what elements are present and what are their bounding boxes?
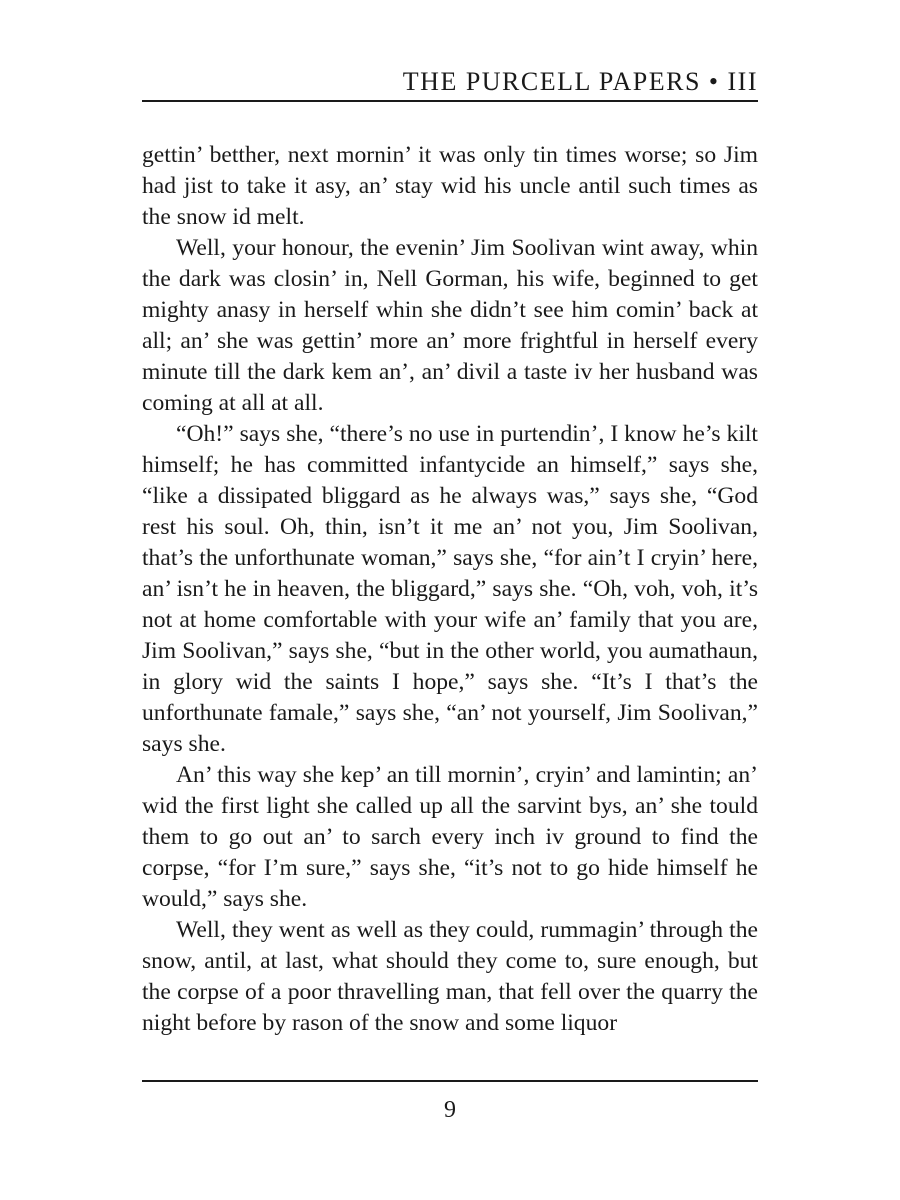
header-title: THE PURCELL PAPERS • III	[402, 67, 758, 96]
paragraph-4: An’ this way she kep’ an till mornin’, cryin’ and lamintin; an’ wid the first light she called up all the sarvint bys, an’ she tould them to go out an’ to sarch every inch iv ground to find the corpse, “for I’m sure,” says she, “it’s not to go hide himself he would,” says she.	[142, 762, 758, 912]
footer-rule	[142, 1080, 758, 1082]
paragraph-5: Well, they went as well as they could, rummagin’ through the snow, antil, at last, what should they come to, sure enough, but the corpse of a poor thravelling man, that fell over the quarry the night before by rason of the snow and some liquor	[142, 917, 758, 1036]
paragraph-2: Well, your honour, the evenin’ Jim Soolivan wint away, whin the dark was closin’ in, Nell Gorman, his wife, beginned to get mighty anasy in herself whin she didn’t see him comin’ back at all; an’ she was gettin’ more an’ more frightful in herself every minute till the dark kem an’, an’ divil a taste iv her husband was coming at all at all.	[142, 235, 758, 416]
page-number: 9	[444, 1097, 456, 1123]
paragraph-3: “Oh!” says she, “there’s no use in purtendin’, I know he’s kilt himself; he has committed infantycide an himself,” says she, “like a dissipated bliggard as he always was,” says she, “God rest his soul. Oh, thin, isn’t it me an’ not you, Jim Soolivan, that’s the unforthunate woman,” says she, “for ain’t I cryin’ here, an’ isn’t he in heaven, the bliggard,” says she. “Oh, voh, voh, it’s not at home comfortable with your wife an’ family that you are, Jim Soolivan,” says she, “but in the other world, you aumathaun, in glory wid the saints I hope,” says she. “It’s I that’s the unforthunate famale,” says she, “an’ not yourself, Jim Soolivan,” says she.	[142, 421, 758, 757]
header-rule	[142, 100, 758, 102]
running-header	[142, 64, 758, 100]
paragraph-1: gettin’ betther, next mornin’ it was only tin times worse; so Jim had jist to take it asy, an’ stay wid his uncle antil such times as the snow id melt.	[142, 142, 758, 230]
body-text	[142, 140, 758, 1039]
